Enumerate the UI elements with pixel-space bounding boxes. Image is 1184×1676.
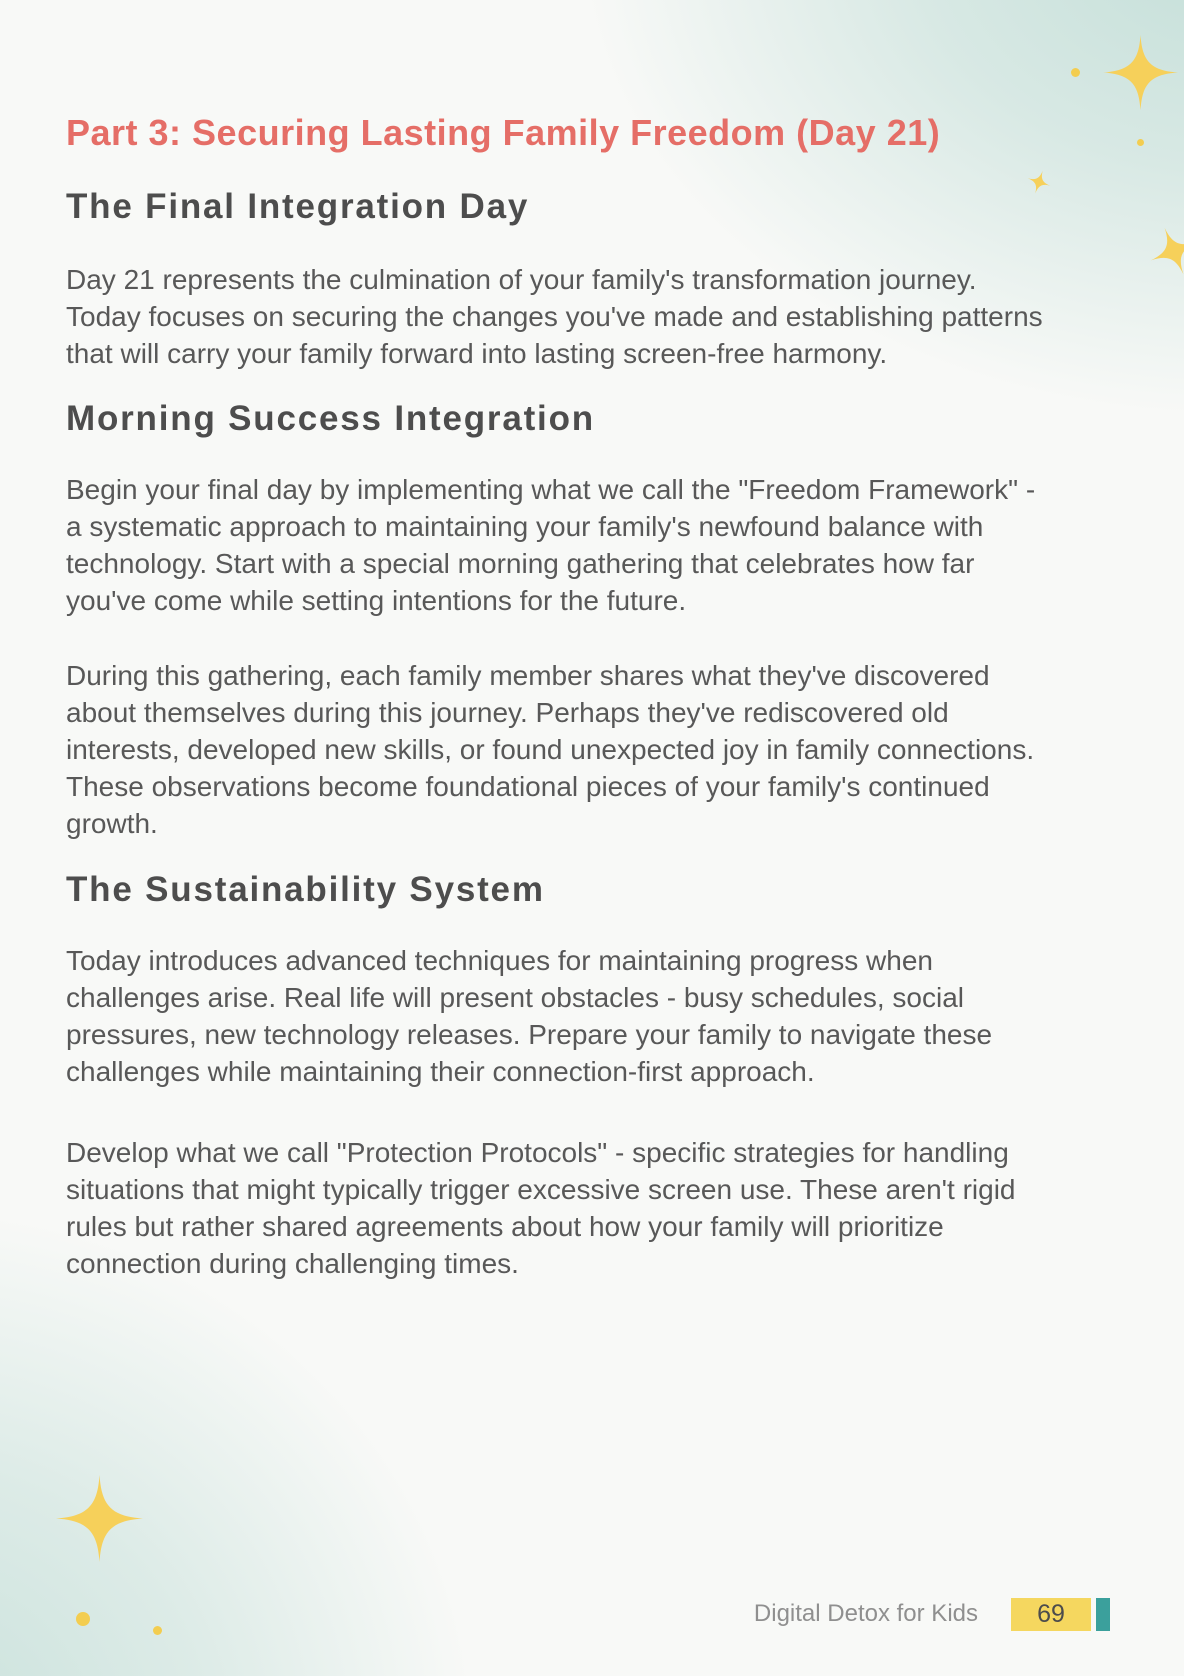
text-line: Day 21 represents the culmination of your family's transformation journey. [66, 264, 977, 295]
section-heading-final-integration-day: The Final Integration Day [66, 187, 530, 226]
text-line: Develop what we call "Protection Protocols" - specific strategies for handling [66, 1137, 1009, 1168]
paragraph [66, 471, 1035, 619]
part-title: Part 3: Securing Lasting Family Freedom (Day 21) [66, 112, 941, 153]
paragraph [66, 1134, 1016, 1282]
paragraph [66, 261, 1043, 372]
text-line: you've come while setting intentions for the future. [66, 585, 687, 616]
section-heading-sustainability-system: The Sustainability System [66, 870, 545, 909]
sparkle-dot-top-right [1071, 68, 1080, 77]
sparkle-edge-right-icon [1141, 218, 1184, 283]
paragraph [66, 657, 1034, 842]
book-title: Digital Detox for Kids [753, 1600, 978, 1627]
text-line: challenges arise. Real life will present obstacles - busy schedules, social [66, 982, 964, 1013]
paragraph [66, 942, 992, 1090]
page-number-badge: 69 [1011, 1598, 1091, 1631]
text-line: technology. Start with a special morning gathering that celebrates how far [66, 548, 975, 579]
text-line: interests, developed new skills, or found unexpected joy in family connections. [66, 734, 1035, 765]
text-line: challenges while maintaining their connection-first approach. [66, 1056, 815, 1087]
text-line: a systematic approach to maintaining your family's newfound balance with [66, 511, 984, 542]
text-line: growth. [66, 808, 158, 839]
section-heading-morning-success-integration: Morning Success Integration [66, 399, 595, 438]
footer-accent-bar [1096, 1598, 1110, 1631]
page-footer [754, 1597, 1110, 1631]
text-line: These observations become foundational pieces of your family's continued [66, 771, 990, 802]
sparkle-dot-mid-right [1137, 139, 1144, 146]
text-line: pressures, new technology releases. Prepare your family to navigate these [66, 1019, 993, 1050]
text-line: connection during challenging times. [66, 1248, 519, 1279]
text-line: Today introduces advanced techniques for maintaining progress when [66, 945, 933, 976]
text-line: Today focuses on securing the changes you've made and establishing patterns [66, 301, 1043, 332]
text-line: rules but rather shared agreements about how your family will prioritize [66, 1211, 944, 1242]
text-line: situations that might typically trigger excessive screen use. These aren't rigid [66, 1174, 1016, 1205]
sparkle-large-top-right-icon [1103, 35, 1178, 110]
text-line: During this gathering, each family member shares what they've discovered [66, 660, 990, 691]
sparkle-large-bottom-left-icon [56, 1475, 143, 1562]
sparkle-small-tilted-icon [1024, 167, 1054, 197]
sparkle-dot-bottom-left-large [76, 1612, 90, 1626]
sparkle-dot-bottom-left-small [153, 1626, 162, 1635]
text-line: Begin your final day by implementing what we call the "Freedom Framework" - [66, 474, 1036, 505]
text-line: about themselves during this journey. Perhaps they've rediscovered old [66, 697, 949, 728]
text-line: that will carry your family forward into lasting screen-free harmony. [66, 338, 888, 369]
